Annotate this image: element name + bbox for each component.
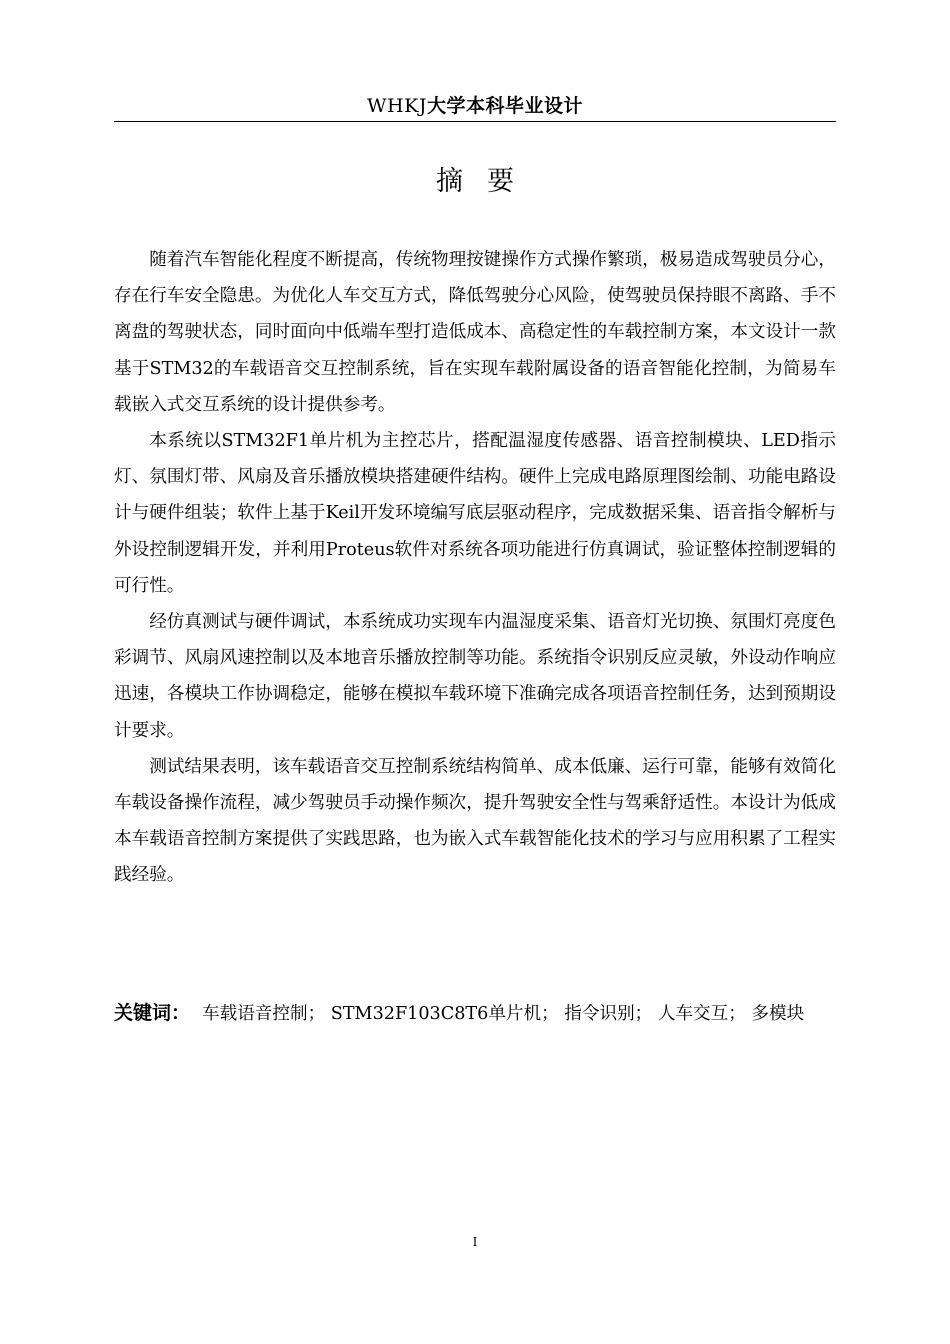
keywords-text: 车载语音控制； STM32F103C8T6单片机； 指令识别； 人车交互； 多模块 <box>202 1004 805 1024</box>
abstract-paragraph-4: 测试结果表明，该车载语音交互控制系统结构简单、成本低廉、运行可靠，能够有效简化车载设备操作流程，减少驾驶员手动操作频次，提升驾驶安全性与驾乘舒适性。本设计为低成本车载语音控制方案提供了实践思路，也为嵌入式车载智能化技术的学习与应用积累了工程实践经验。 <box>114 756 836 886</box>
keywords-section <box>114 986 836 1041</box>
abstract-paragraph-2: 本系统以STM32F1单片机为主控芯片，搭配温湿度传感器、语音控制模块、LED指示灯、氛围灯带、风扇及音乐播放模块搭建硬件结构。硬件上完成电路原理图绘制、功能电路设计与硬件组装；软件上基于Keil开发环境编写底层驱动程序，完成数据采集、语音指令解析与外设控制逻辑开发，并利用Proteus软件对系统各项功能进行仿真调试，验证整体控制逻辑的可行性。 <box>114 431 836 596</box>
header-title: 大学本科毕业设计 <box>426 95 583 117</box>
page-header <box>114 92 836 122</box>
header-text <box>367 95 583 117</box>
page-number: I <box>472 1235 478 1249</box>
header-prefix: WHKJ <box>367 95 427 117</box>
abstract-paragraph-3: 经仿真测试与硬件调试，本系统成功实现车内温湿度采集、语音灯光切换、氛围灯亮度色彩调节、风扇风速控制以及本地音乐播放控制等功能。系统指令识别反应灵敏，外设动作响应迅速，各模块工作协调稳定，能够在模拟车载环境下准确完成各项语音控制任务，达到预期设计要求。 <box>114 612 836 741</box>
keywords-label: 关键词： <box>114 1002 191 1024</box>
abstract-body <box>114 242 836 894</box>
abstract-paragraph-1: 随着汽车智能化程度不断提高，传统物理按键操作方式操作繁琐，极易造成驾驶员分心，存在行车安全隐患。为优化人车交互方式，降低驾驶分心风险，使驾驶员保持眼不离路、手不离盘的驾驶状态，同时面向中低端车型打造低成本、高稳定性的车载控制方案，本文设计一款基于STM32的车载语音交互控制系统，旨在实现车载附属设备的语音智能化控制，为简易车载嵌入式交互系统的设计提供参考。 <box>114 250 836 415</box>
abstract-title: 摘要 <box>436 166 538 197</box>
